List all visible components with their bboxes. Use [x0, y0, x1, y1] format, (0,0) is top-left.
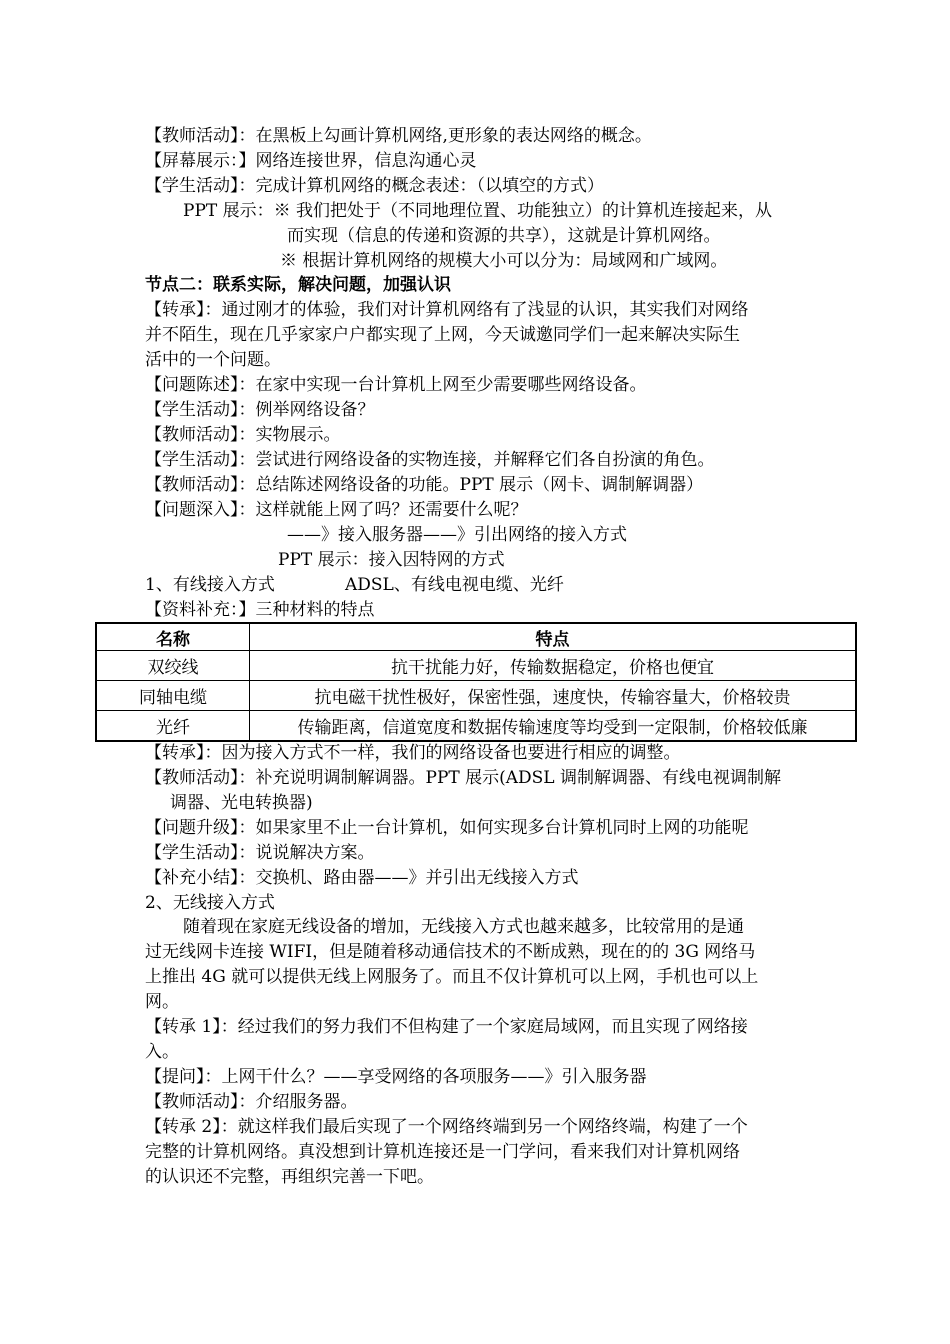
text-line: 【学生活动】：完成计算机网络的概念表述：（以填空的方式）	[145, 176, 604, 196]
table-cell: 同轴电缆	[96, 681, 250, 711]
table-cell: 传输距离，信道宽度和数据传输速度等均受到一定限制，价格较低廉	[250, 711, 857, 742]
table-cell: 双绞线	[96, 651, 250, 681]
text-line: 【教师活动】：总结陈述网络设备的功能。PPT 展示（网卡、调制解调器）	[145, 475, 704, 495]
text-line: 的认识还不完整，再组织完善一下吧。	[145, 1167, 434, 1187]
table-header-cell: 名称	[96, 623, 250, 651]
text-line: 活中的一个问题。	[145, 350, 281, 370]
text-line: 【转承】：通过刚才的体验，我们对计算机网络有了浅显的认识，其实我们对网络	[145, 300, 749, 320]
text-line: 调器、光电转换器)	[170, 793, 313, 813]
text-line: 【转承】：因为接入方式不一样，我们的网络设备也要进行相应的调整。	[145, 743, 681, 763]
table-header-cell: 特点	[250, 623, 857, 651]
text-line: 【教师活动】：在黑板上勾画计算机网络,更形象的表达网络的概念。	[145, 126, 652, 146]
text-line: 随着现在家庭无线设备的增加，无线接入方式也越来越多，比较常用的是通	[183, 917, 744, 937]
text-line: PPT 展示：接入因特网的方式	[278, 550, 505, 570]
text-line: 【教师活动】：实物展示。	[145, 425, 341, 445]
text-line: 【补充小结】：交换机、路由器——》并引出无线接入方式	[145, 868, 579, 888]
table-header-row	[96, 623, 856, 651]
text-line: 2、无线接入方式	[145, 893, 275, 913]
text-line: ——》接入服务器——》引出网络的接入方式	[287, 525, 627, 545]
text-line: 上推出 4G 就可以提供无线上网服务了。而且不仅计算机可以上网，手机也可以上	[145, 967, 759, 987]
text-line: 【资料补充：】三种材料的特点	[145, 600, 375, 620]
text-line: 【问题陈述】：在家中实现一台计算机上网至少需要哪些网络设备。	[145, 375, 647, 395]
text-line: 【学生活动】：例举网络设备？	[145, 400, 375, 420]
text-line: ADSL、有线电视电缆、光纤	[345, 575, 564, 595]
text-line: 【转承 1】：经过我们的努力我们不但构建了一个家庭局域网，而且实现了网络接	[145, 1017, 748, 1037]
table-row	[96, 651, 856, 681]
table-row	[96, 681, 856, 711]
text-line: 网。	[145, 992, 179, 1012]
table-cell: 抗电磁干扰性极好，保密性强，速度快，传输容量大，价格较贵	[250, 681, 857, 711]
text-line: ※ 根据计算机网络的规模大小可以分为：局域网和广域网。	[280, 251, 728, 271]
text-line: 1、有线接入方式	[145, 575, 275, 595]
text-line: 完整的计算机网络。真没想到计算机连接还是一门学问，看来我们对计算机网络	[145, 1142, 740, 1162]
table-cell: 抗干扰能力好，传输数据稳定，价格也便宜	[250, 651, 857, 681]
text-line: 并不陌生，现在几乎家家户户都实现了上网，今天诚邀同学们一起来解决实际生	[145, 325, 740, 345]
text-line: 【教师活动】：补充说明调制解调器。PPT 展示(ADSL 调制解调器、有线电视调制解	[145, 768, 781, 788]
text-line: 【屏幕展示：】网络连接世界，信息沟通心灵	[145, 151, 477, 171]
text-line: 过无线网卡连接 WIFI，但是随着移动通信技术的不断成熟，现在的的 3G 网络马	[145, 942, 756, 962]
table-row	[96, 711, 856, 742]
text-line: 【提问】：上网干什么？——享受网络的各项服务——》引入服务器	[145, 1067, 647, 1087]
section-heading: 节点二：联系实际，解决问题，加强认识	[145, 275, 451, 295]
text-line: 【问题升级】：如果家里不止一台计算机，如何实现多台计算机同时上网的功能呢	[145, 818, 749, 838]
text-line: 【问题深入】：这样就能上网了吗？还需要什么呢？	[145, 500, 528, 520]
text-line: 入。	[145, 1042, 179, 1062]
text-line: 【学生活动】：尝试进行网络设备的实物连接，并解释它们各自扮演的角色。	[145, 450, 715, 470]
materials-table	[95, 622, 857, 742]
text-line: 【转承 2】：就这样我们最后实现了一个网络终端到另一个网络终端，构建了一个	[145, 1117, 748, 1137]
text-line: 而实现（信息的传递和资源的共享），这就是计算机网络。	[287, 226, 721, 246]
text-line: PPT 展示：※ 我们把处于（不同地理位置、功能独立）的计算机连接起来，从	[183, 201, 773, 221]
text-line: 【学生活动】：说说解决方案。	[145, 843, 375, 863]
text-line: 【教师活动】：介绍服务器。	[145, 1092, 358, 1112]
table-cell: 光纤	[96, 711, 250, 742]
